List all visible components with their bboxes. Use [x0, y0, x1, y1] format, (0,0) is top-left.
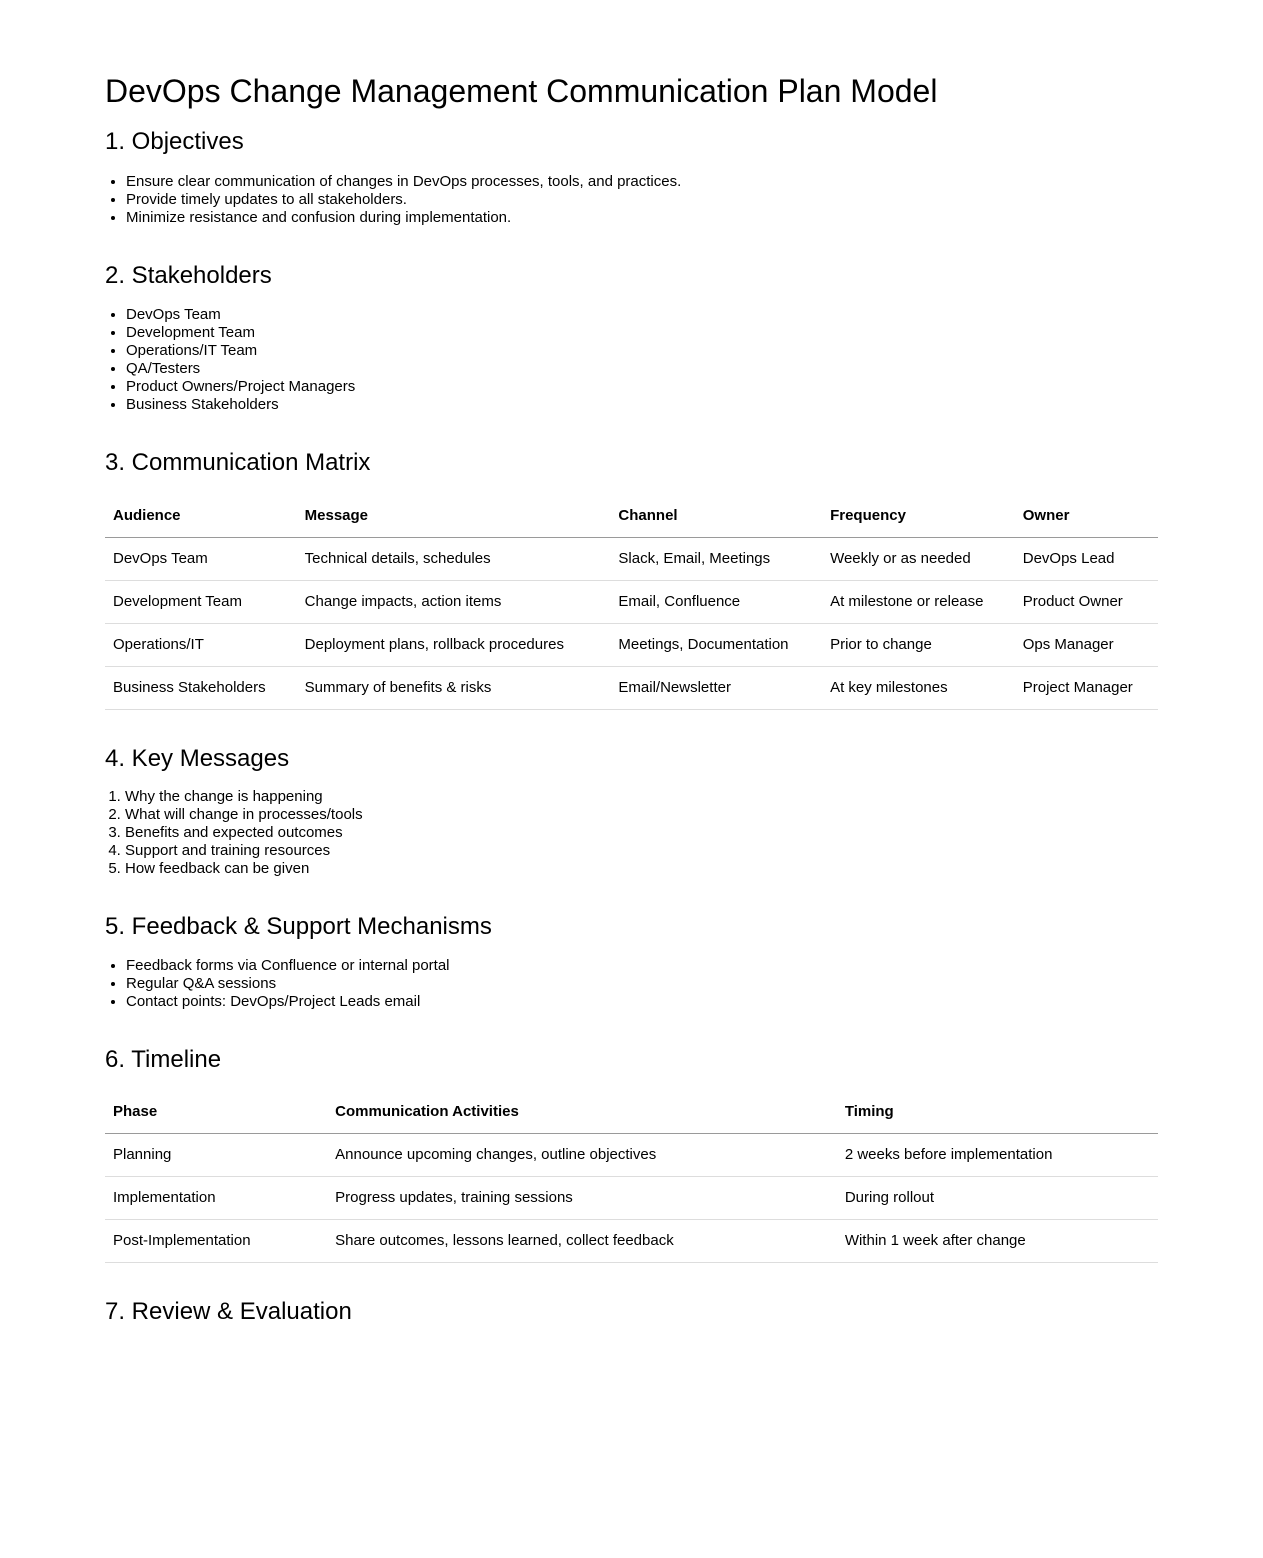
- heading-feedback-support: 5. Feedback & Support Mechanisms: [105, 913, 492, 941]
- table-cell-owner: Project Manager: [1015, 666, 1158, 709]
- table-cell-frequency: At key milestones: [822, 666, 1015, 709]
- table-cell-owner: Product Owner: [1015, 580, 1158, 623]
- document-clip-region: [0, 73, 1263, 1375]
- list-item: • Feedback forms via Confluence or internal portal: [126, 957, 1158, 975]
- table-cell-frequency: At milestone or release: [822, 580, 1015, 623]
- table-cell-message: Summary of benefits & risks: [297, 666, 611, 709]
- table-cell-message: Deployment plans, rollback procedures: [297, 623, 611, 666]
- communication-matrix-table: [105, 495, 1158, 710]
- stakeholders-list: [105, 306, 1158, 414]
- table-cell-audience: Operations/IT: [105, 623, 297, 666]
- table-cell-audience: Development Team: [105, 580, 297, 623]
- list-item: 4. Support and training resources: [125, 842, 1158, 860]
- table-row: [105, 1177, 1158, 1220]
- table-header-row: [105, 495, 1158, 538]
- section-communication-matrix: [105, 449, 1158, 710]
- section-stakeholders: [105, 262, 1158, 414]
- list-item: • Contact points: DevOps/Project Leads email: [126, 993, 1158, 1011]
- list-item: • Regular Q&A sessions: [126, 975, 1158, 993]
- table-cell-channel: Meetings, Documentation: [610, 623, 822, 666]
- table-body: [105, 1134, 1158, 1263]
- list-item: 2. What will change in processes/tools: [125, 806, 1158, 824]
- table-header-cell: Frequency: [822, 495, 1015, 538]
- heading-key-messages: 4. Key Messages: [105, 744, 290, 772]
- table-header-cell: Owner: [1015, 495, 1158, 538]
- section-key-messages: [105, 745, 1158, 879]
- list-item: • Product Owners/Project Managers: [126, 378, 1158, 396]
- table-header-cell: Phase: [105, 1091, 327, 1134]
- table-head: [105, 495, 1158, 538]
- table-cell-timing: Within 1 week after change: [837, 1220, 1158, 1263]
- table-cell-frequency: Prior to change: [822, 623, 1015, 666]
- heading-objectives: 1. Objectives: [105, 127, 244, 155]
- heading-timeline: 6. Timeline: [105, 1045, 222, 1073]
- document-page: [0, 73, 1263, 1558]
- table-header-cell: Channel: [610, 495, 822, 538]
- section-timeline: [105, 1046, 1158, 1264]
- table-row: [105, 1134, 1158, 1177]
- table-header-cell: Timing: [837, 1091, 1158, 1134]
- feedback-list: [105, 957, 1158, 1011]
- list-item: 5. How feedback can be given: [125, 860, 1158, 878]
- table-cell-owner: DevOps Lead: [1015, 537, 1158, 580]
- list-item: • Development Team: [126, 324, 1158, 342]
- page-title: DevOps Change Management Communication Plan Model: [105, 73, 938, 109]
- section-review-evaluation: [105, 1298, 1158, 1326]
- table-cell-channel: Email, Confluence: [610, 580, 822, 623]
- list-item: • Operations/IT Team: [126, 342, 1158, 360]
- table-head: [105, 1091, 1158, 1134]
- heading-communication-matrix: 3. Communication Matrix: [105, 448, 371, 476]
- table-cell-activities: Share outcomes, lessons learned, collect feedback: [327, 1220, 837, 1263]
- table-row: [105, 1220, 1158, 1263]
- table-row: [105, 623, 1158, 666]
- list-item: • Ensure clear communication of changes in DevOps processes, tools, and practices.: [126, 173, 1158, 191]
- table-header-cell: Audience: [105, 495, 297, 538]
- table-row: [105, 537, 1158, 580]
- list-item: 3. Benefits and expected outcomes: [125, 824, 1158, 842]
- table-cell-activities: Progress updates, training sessions: [327, 1177, 837, 1220]
- list-item: • Business Stakeholders: [126, 396, 1158, 414]
- table-cell-message: Change impacts, action items: [297, 580, 611, 623]
- heading-review-evaluation: 7. Review & Evaluation: [105, 1298, 352, 1326]
- table-cell-phase: Implementation: [105, 1177, 327, 1220]
- section-objectives: [105, 128, 1158, 228]
- table-header-cell: Message: [297, 495, 611, 538]
- list-item: • QA/Testers: [126, 360, 1158, 378]
- table-cell-phase: Planning: [105, 1134, 327, 1177]
- table-row: [105, 666, 1158, 709]
- table-cell-channel: Slack, Email, Meetings: [610, 537, 822, 580]
- table-cell-timing: 2 weeks before implementation: [837, 1134, 1158, 1177]
- table-cell-activities: Announce upcoming changes, outline objectives: [327, 1134, 837, 1177]
- table-cell-phase: Post-Implementation: [105, 1220, 327, 1263]
- table-body: [105, 537, 1158, 709]
- table-cell-frequency: Weekly or as needed: [822, 537, 1015, 580]
- objectives-list: [105, 173, 1158, 227]
- table-cell-audience: Business Stakeholders: [105, 666, 297, 709]
- table-cell-timing: During rollout: [837, 1177, 1158, 1220]
- heading-stakeholders: 2. Stakeholders: [105, 262, 272, 290]
- table-cell-owner: Ops Manager: [1015, 623, 1158, 666]
- table-cell-channel: Email/Newsletter: [610, 666, 822, 709]
- table-header-cell: Communication Activities: [327, 1091, 837, 1134]
- table-header-row: [105, 1091, 1158, 1134]
- document-content: [105, 73, 1158, 1326]
- section-feedback-support: [105, 913, 1158, 1011]
- list-item: • Minimize resistance and confusion during implementation.: [126, 209, 1158, 227]
- list-item: • Provide timely updates to all stakeholders.: [126, 191, 1158, 209]
- list-item: • DevOps Team: [126, 306, 1158, 324]
- table-row: [105, 580, 1158, 623]
- list-item: 1. Why the change is happening: [125, 788, 1158, 806]
- key-messages-list: [105, 788, 1158, 878]
- table-cell-message: Technical details, schedules: [297, 537, 611, 580]
- table-cell-audience: DevOps Team: [105, 537, 297, 580]
- timeline-table: [105, 1091, 1158, 1263]
